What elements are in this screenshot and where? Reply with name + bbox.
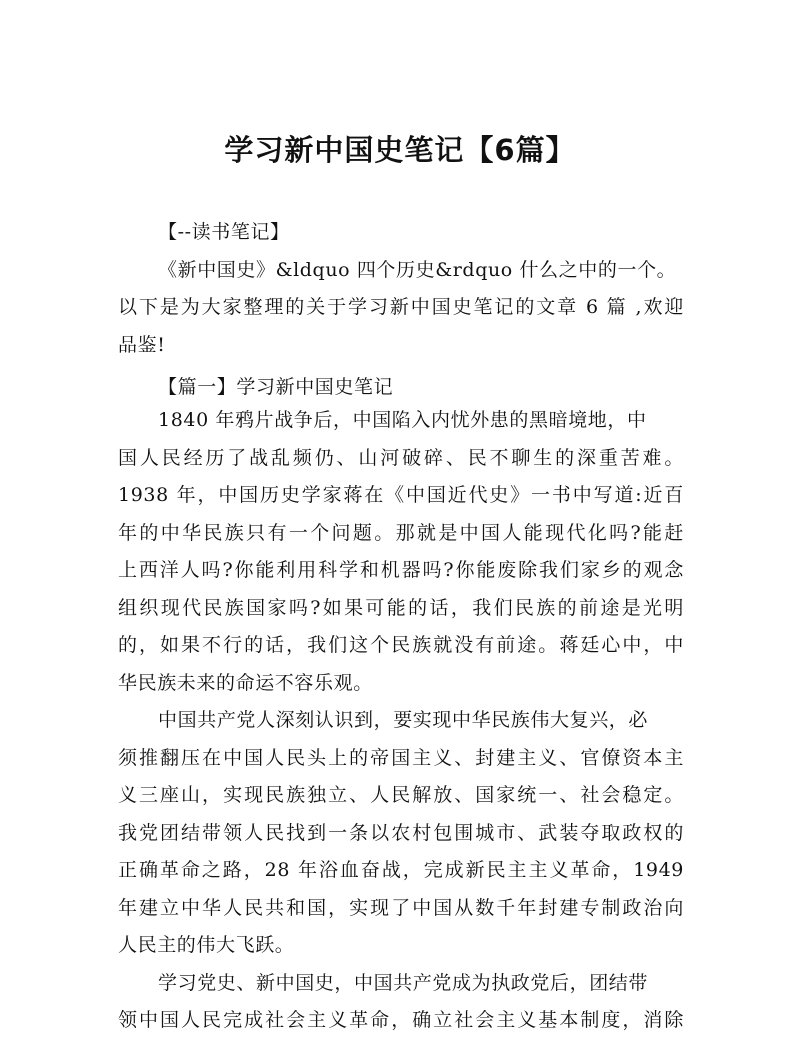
paragraph-line: 须推翻压在中国人民头上的帝国主义、封建主义、官僚资本主 [118,746,684,769]
paragraph-line: 义三座山，实现民族独立、人民解放、国家统一、社会稳定。 [118,784,684,806]
intro-tag: 【--读书笔记】 [158,221,290,243]
intro-line: 《新中国史》&ldquo 四个历史&rdquo 什么之中的一个。 [158,258,677,281]
paragraph-line: 年的中华民族只有一个问题。那就是中国人能现代化吗?能赶 [118,521,684,544]
paragraph-line: 的，如果不行的话，我们这个民族就没有前途。蒋廷心中，中 [118,634,684,656]
paragraph-line: 华民族未来的命运不容乐观。 [118,671,373,694]
paragraph-line: 中国共产党人深刻认识到，要实现中华民族伟大复兴，必 [158,709,649,731]
intro-line: 以下是为大家整理的关于学习新中国史笔记的文章 6 篇 ,欢迎 [118,296,684,318]
paragraph-line: 1938 年，中国历史学家蒋在《中国近代史》一书中写道:近百 [118,484,684,506]
paragraph-line: 人民主的伟大飞跃。 [118,934,295,956]
paragraph-line: 学习党史、新中国史，中国共产党成为执政党后，团结带 [158,971,649,994]
paragraph-line: 我党团结带领人民找到一条以农村包围城市、武装夺取政权的 [118,821,684,844]
paragraph-line: 领中国人民完成社会主义革命，确立社会主义基本制度，消除 [118,1009,684,1031]
paragraph-line: 年建立中华人民共和国，实现了中国从数千年封建专制政治向 [118,896,684,919]
paragraph-line: 1840 年鸦片战争后，中国陷入内忧外患的黑暗境地，中 [158,409,647,431]
intro-line: 品鉴! [118,333,166,356]
paragraph-line: 组织现代民族国家吗?如果可能的话，我们民族的前途是光明 [118,596,684,619]
section-heading: 【篇一】学习新中国史笔记 [158,376,394,398]
document-title: 学习新中国史笔记【6篇】 [224,133,576,167]
paragraph-line: 国人民经历了战乱频仍、山河破碎、民不聊生的深重苦难。 [118,446,684,469]
paragraph-line: 正确革命之路，28 年浴血奋战，完成新民主主义革命，1949 [118,859,684,881]
paragraph-line: 上西洋人吗?你能利用科学和机器吗?你能废除我们家乡的观念 [118,559,684,581]
document-body [118,214,684,1040]
